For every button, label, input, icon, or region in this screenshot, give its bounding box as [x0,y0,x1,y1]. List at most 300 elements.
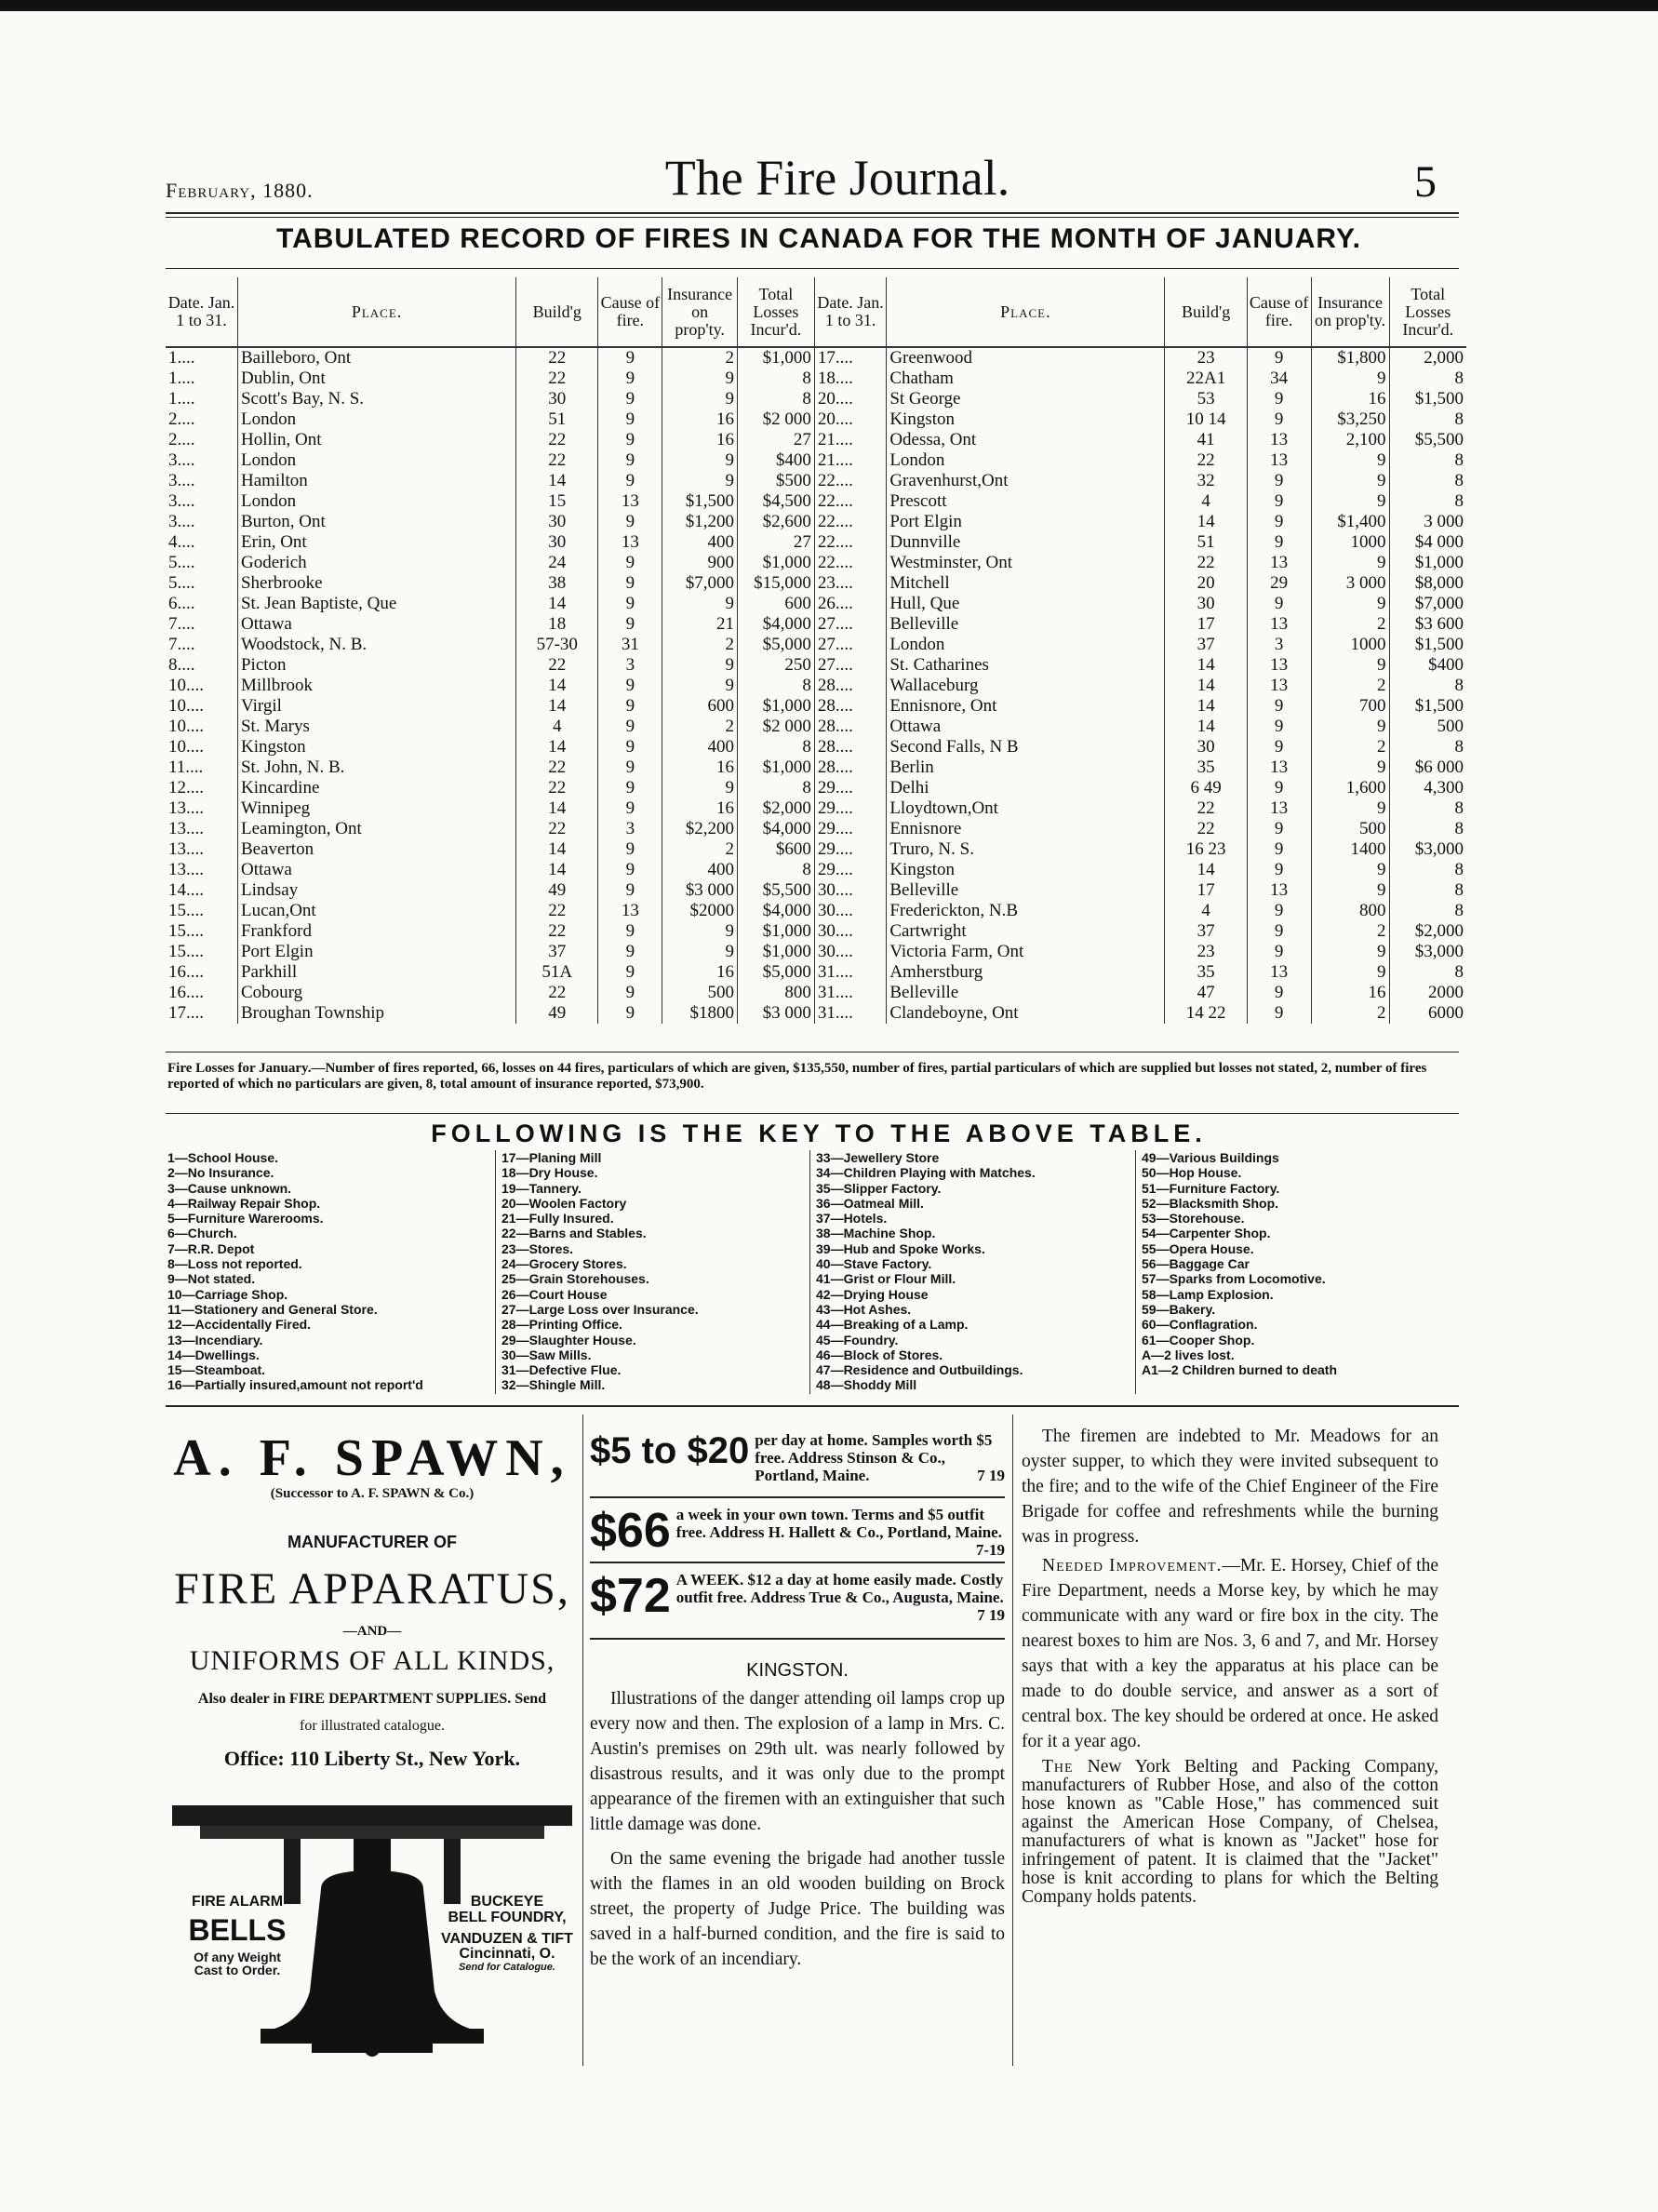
col-cause: Cause of fire. [1247,277,1311,347]
kingston-paragraph: On the same evening the brigade had another tussle with the flames in an old wooden building on Brock street, the property of Judge Price. The building was saved in a half-burned condition, and the fire is said to be the work of an incendiary. [590,1849,1005,1969]
col-buildings: Build'g [516,277,598,347]
losses-cell: $1,000 [737,942,814,962]
key-entry: 19—Tannery. [501,1180,582,1196]
cause-cell: 9 [598,942,662,962]
date-cell: 5.... [166,573,237,594]
place-cell: London [237,409,515,430]
place-cell: Hull, Que [887,594,1165,614]
place-cell: Odessa, Ont [887,430,1165,450]
key-entry: 2—No Insurance. [167,1165,274,1181]
place-cell: Lloydtown,Ont [887,798,1165,819]
table-title: TABULATED RECORD OF FIRES IN CANADA FOR THE MONTH OF JANUARY. [276,223,1361,254]
losses-cell: 500 [1437,717,1464,736]
insurance-cell: 9 [662,676,738,696]
key-entry: 6—Church. [167,1226,237,1241]
table-row [166,532,1466,553]
insurance-cell: $1800 [662,1003,738,1024]
insurance-cell: 2 [662,635,738,655]
insurance-cell: 2 [1311,921,1389,942]
date-cell: 8.... [166,655,237,676]
buildings-cell: 14 [1165,512,1247,532]
date-cell: 12.... [166,778,237,798]
place-cell: Scott's Bay, N. S. [237,389,515,409]
cause-cell: 9 [1247,471,1311,491]
place-cell: Gravenhurst,Ont [887,471,1165,491]
key-entry: 10—Carriage Shop. [167,1286,288,1302]
place-cell: Ottawa [887,717,1165,737]
table-row [166,696,1466,717]
key-entry: 57—Sparks from Locomotive. [1142,1271,1326,1287]
insurance-cell: 9 [662,594,738,614]
buildings-cell: 6 49 [1165,778,1247,798]
key-entry: 35—Slipper Factory. [816,1180,942,1196]
buildings-cell: 47 [1165,983,1247,1003]
insurance-cell: 9 [1311,553,1389,573]
date-cell: 22.... [814,553,886,573]
cause-cell: 13 [1247,676,1311,696]
insurance-cell: 9 [1311,717,1389,737]
key-entry: 12—Accidentally Fired. [167,1317,312,1333]
losses-cell: 2,000 [1424,348,1464,368]
cause-cell: 9 [598,471,662,491]
key-entry: 26—Court House [501,1286,608,1302]
insurance-cell: 9 [662,450,738,471]
key-entry: 30—Saw Mills. [501,1347,592,1362]
losses-cell: 8 [1454,860,1464,879]
key-entry: 51—Furniture Factory. [1142,1180,1280,1196]
losses-cell: 800 [737,983,814,1003]
buildings-cell: 22 [1165,819,1247,839]
date-cell: 22.... [814,491,886,512]
table-row [166,491,1466,512]
journal-title: The Fire Journal. [664,150,1010,206]
date-cell: 30.... [814,942,886,962]
insurance-cell: $2000 [662,901,738,921]
cause-cell: 13 [1247,962,1311,983]
place-cell: Truro, N. S. [887,839,1165,860]
key-entry: 55—Opera House. [1142,1240,1254,1256]
buildings-cell: 37 [1165,635,1247,655]
buildings-cell: 17 [1165,614,1247,635]
date-cell: 15.... [166,901,237,921]
buildings-cell: 14 [516,696,598,717]
date-cell: 29.... [814,819,886,839]
key-entry: 9—Not stated. [167,1271,256,1287]
place-cell: Wallaceburg [887,676,1165,696]
buildings-cell: 14 [516,676,598,696]
date-cell: 1.... [166,389,237,409]
insurance-cell: 9 [662,921,738,942]
buildings-cell: 17 [1165,880,1247,901]
key-entry: 13—Incendiary. [167,1332,263,1347]
place-cell: Mitchell [887,573,1165,594]
insurance-cell: 16 [662,430,738,450]
place-cell: Parkhill [237,962,515,983]
cause-cell: 9 [598,430,662,450]
buildings-cell: 20 [1165,573,1247,594]
insurance-cell: 9 [662,655,738,676]
buildings-cell: 22 [1165,798,1247,819]
key-column-3 [809,1150,1132,1394]
key-entry: 54—Carpenter Shop. [1142,1226,1271,1241]
insurance-cell: 2 [1311,676,1389,696]
losses-cell: 4,300 [1424,778,1464,798]
table-row [166,614,1466,635]
table-row [166,553,1466,573]
insurance-cell: 400 [662,860,738,880]
buildings-cell: 14 [516,594,598,614]
date-cell: 27.... [814,614,886,635]
insurance-cell: 9 [662,369,738,389]
buildings-cell: 14 [1165,655,1247,676]
bell-ad-line: Of any Weight [194,1950,281,1964]
date-cell: 28.... [814,757,886,778]
insurance-cell: $1,400 [1311,512,1389,532]
date-cell: 7.... [166,614,237,635]
losses-cell: $2,000 [737,798,814,819]
date-cell: 10.... [166,737,237,757]
insurance-cell: 16 [662,798,738,819]
date-cell: 30.... [814,921,886,942]
insurance-cell: 600 [662,696,738,717]
insurance-cell: $3,250 [1311,409,1389,430]
place-cell: Leamington, Ont [237,819,515,839]
losses-cell: $1,000 [1414,553,1464,572]
date-cell: 1.... [166,369,237,389]
key-entry: 45—Foundry. [816,1332,899,1347]
place-cell: Berlin [887,757,1165,778]
cause-cell: 9 [598,573,662,594]
key-entry: 37—Hotels. [816,1211,888,1227]
date-cell: 17.... [166,1003,237,1024]
date-cell: 3.... [166,491,237,512]
buildings-cell: 4 [516,717,598,737]
key-entry: 27—Large Loss over Insurance. [501,1301,699,1317]
losses-cell: 8 [1454,880,1464,900]
table-row [166,798,1466,819]
date-cell: 22.... [814,532,886,553]
key-entry: 59—Bakery. [1142,1301,1216,1317]
losses-cell: $1,500 [1414,635,1464,654]
article-lead: The [1042,1757,1074,1776]
date-cell: 13.... [166,819,237,839]
key-entry: 4—Railway Repair Shop. [167,1195,321,1211]
cause-cell: 9 [598,983,662,1003]
key-entry: 58—Lamp Explosion. [1142,1286,1274,1302]
place-cell: Erin, Ont [237,532,515,553]
losses-cell: 6000 [1428,1003,1464,1023]
cause-cell: 9 [1247,921,1311,942]
losses-cell: $6 000 [1414,757,1464,777]
bell-ad-line: Send for Catalogue. [459,1962,555,1974]
table-row [166,1003,1466,1024]
insurance-cell: 700 [1311,696,1389,717]
spawn-manufacturer-label: MANUFACTURER OF [287,1533,457,1551]
buildings-cell: 30 [516,389,598,409]
insurance-cell: 1400 [1311,839,1389,860]
losses-cell: $1,000 [737,553,814,573]
insurance-cell: 9 [1311,798,1389,819]
insurance-cell: 16 [662,757,738,778]
header-rule-thin [166,217,1459,218]
date-cell: 30.... [814,880,886,901]
cause-cell: 9 [598,409,662,430]
buildings-cell: 4 [1165,901,1247,921]
spawn-uniforms: UNIFORMS OF ALL KINDS, [189,1645,555,1676]
cause-cell: 13 [1247,614,1311,635]
losses-cell: 8 [1454,409,1464,429]
losses-cell: $4,000 [737,901,814,921]
cause-cell: 9 [1247,819,1311,839]
cause-cell: 9 [598,798,662,819]
insurance-cell: 800 [1311,901,1389,921]
place-cell: Belleville [887,983,1165,1003]
key-entry: 3—Cause unknown. [167,1180,292,1196]
cause-cell: 3 [598,819,662,839]
col-insurance: Insurance on prop'ty. [1311,277,1389,347]
table-row [166,983,1466,1003]
place-cell: Greenwood [887,347,1165,369]
losses-cell: $2 000 [737,717,814,737]
article-lead: Needed Improvement. [1042,1556,1223,1575]
key-entry: A1—2 Children burned to death [1142,1362,1338,1378]
insurance-cell: $1,500 [662,491,738,512]
place-cell: Kincardine [237,778,515,798]
losses-cell: 8 [737,778,814,798]
key-entry: 1—School House. [167,1150,279,1165]
date-cell: 30.... [814,901,886,921]
cause-cell: 9 [598,696,662,717]
insurance-cell: 1,600 [1311,778,1389,798]
key-entry: 33—Jewellery Store [816,1150,940,1165]
cause-cell: 9 [1247,1003,1311,1024]
losses-cell: $4,000 [737,614,814,635]
buildings-cell: 15 [516,491,598,512]
place-cell: Ottawa [237,860,515,880]
date-cell: 1.... [166,347,237,369]
buildings-cell: 30 [1165,737,1247,757]
cause-cell: 9 [598,757,662,778]
insurance-cell: 3 000 [1311,573,1389,594]
place-cell: Dublin, Ont [237,369,515,389]
buildings-cell: 37 [516,942,598,962]
key-entry: 61—Cooper Shop. [1142,1332,1255,1347]
cause-cell: 9 [1247,532,1311,553]
cause-cell: 9 [1247,983,1311,1003]
date-cell: 11.... [166,757,237,778]
date-cell: 31.... [814,983,886,1003]
insurance-cell: 9 [1311,757,1389,778]
place-cell: London [237,450,515,471]
buildings-cell: 14 [516,737,598,757]
insurance-cell: 9 [1311,860,1389,880]
table-row [166,778,1466,798]
date-cell: 29.... [814,860,886,880]
losses-cell: 27 [737,532,814,553]
key-entry: 5—Furniture Warerooms. [167,1211,324,1227]
insurance-cell: $3 000 [662,880,738,901]
table-row [166,839,1466,860]
column-divider [1012,1414,1013,2066]
insurance-cell: 900 [662,553,738,573]
buildings-cell: 51A [516,962,598,983]
losses-cell: 3 000 [1424,512,1464,531]
ad-code: 7-19 [975,1541,1005,1559]
key-entry: 50—Hop House. [1142,1165,1242,1181]
cause-cell: 9 [598,614,662,635]
cause-cell: 13 [1247,757,1311,778]
ad-earnings-text: per day at home. Samples worth $5 free. Address Stinson & Co., Portland, Maine. [755,1431,993,1484]
place-cell: St. Catharines [887,655,1165,676]
buildings-cell: 14 [1165,696,1247,717]
losses-cell: 8 [1454,798,1464,818]
buildings-cell: 22 [516,901,598,921]
losses-cell: $3,000 [1414,839,1464,859]
key-entry: 21—Fully Insured. [501,1211,614,1227]
insurance-cell: 2 [662,717,738,737]
losses-cell: $5,000 [737,635,814,655]
cause-cell: 9 [598,553,662,573]
ad-week-amount: $72 [590,1569,671,1623]
key-entry: 41—Grist or Flour Mill. [816,1271,956,1287]
table-row [166,471,1466,491]
date-cell: 4.... [166,532,237,553]
date-cell: 10.... [166,696,237,717]
buildings-cell: 22 [516,347,598,369]
spawn-catalogue: for illustrated catalogue. [300,1718,445,1734]
losses-cell: $2,000 [1414,921,1464,941]
losses-cell: 250 [737,655,814,676]
key-column-4 [1135,1150,1463,1394]
insurance-cell: 2 [1311,614,1389,635]
cause-cell: 13 [1247,450,1311,471]
insurance-cell: 9 [1311,594,1389,614]
place-cell: Winnipeg [237,798,515,819]
cause-cell: 9 [1247,347,1311,369]
cause-cell: 9 [1247,901,1311,921]
insurance-cell: 9 [662,471,738,491]
cause-cell: 9 [1247,942,1311,962]
key-entry: 60—Conflagration. [1142,1317,1258,1333]
losses-cell: 8 [737,676,814,696]
bell-ad-line: BELLS [188,1913,287,1947]
table-row [166,717,1466,737]
key-entry: 16—Partially insured,amount not report'd [167,1377,423,1393]
cause-cell: 9 [598,676,662,696]
cause-cell: 9 [598,921,662,942]
losses-cell: 8 [737,860,814,880]
cause-cell: 9 [598,369,662,389]
buildings-cell: 22 [1165,450,1247,471]
buildings-cell: 53 [1165,389,1247,409]
losses-cell: 8 [1454,901,1464,920]
cause-cell: 9 [1247,737,1311,757]
place-cell: St. Jean Baptiste, Que [237,594,515,614]
losses-cell: $3 600 [1414,614,1464,634]
insurance-cell: 16 [662,409,738,430]
place-cell: Kingston [887,409,1165,430]
table-row [166,450,1466,471]
insurance-cell: 9 [662,389,738,409]
place-cell: Picton [237,655,515,676]
insurance-cell: 9 [1311,655,1389,676]
insurance-cell: 16 [1311,389,1389,409]
buildings-cell: 24 [516,553,598,573]
lower-section-rule [166,1405,1459,1407]
date-cell: 3.... [166,450,237,471]
key-entry: 20—Woolen Factory [501,1195,627,1211]
date-cell: 10.... [166,717,237,737]
page-top-edge [0,0,1658,11]
place-cell: Port Elgin [887,512,1165,532]
buildings-cell: 37 [1165,921,1247,942]
bell-ad-left [172,1895,302,1977]
table-row [166,962,1466,983]
place-cell: Beaverton [237,839,515,860]
insurance-cell: 2 [1311,1003,1389,1024]
insurance-cell: 9 [1311,962,1389,983]
key-entry: 18—Dry House. [501,1165,598,1181]
losses-cell: $5,500 [1414,430,1464,449]
cause-cell: 13 [598,901,662,921]
key-entry: 38—Machine Shop. [816,1226,936,1241]
losses-cell: $1,000 [737,347,814,369]
losses-cell: $1,000 [737,696,814,717]
buildings-cell: 14 [516,860,598,880]
losses-cell: $1,500 [1414,696,1464,716]
date-cell: 3.... [166,512,237,532]
key-entry: 34—Children Playing with Matches. [816,1165,1036,1181]
table-row [166,409,1466,430]
key-entry: 56—Baggage Car [1142,1256,1250,1272]
col-losses: Total Losses Incur'd. [1389,277,1466,347]
place-cell: Amherstburg [887,962,1165,983]
buildings-cell: 14 [516,471,598,491]
key-entry: 47—Residence and Outbuildings. [816,1362,1023,1378]
cause-cell: 13 [598,491,662,512]
place-cell: Prescott [887,491,1165,512]
bell-ad-right [437,1895,577,1974]
place-cell: Port Elgin [237,942,515,962]
insurance-cell: 9 [1311,471,1389,491]
place-cell: Westminster, Ont [887,553,1165,573]
losses-cell: 8 [737,369,814,389]
key-title: FOLLOWING IS THE KEY TO THE ABOVE TABLE. [431,1119,1207,1147]
ad-divider [590,1562,1005,1563]
header-rule [166,212,1459,214]
ad-divider [590,1638,1005,1640]
key-entry: 25—Grain Storehouses. [501,1271,649,1287]
place-cell: Lindsay [237,880,515,901]
bell-ad-line: FIRE ALARM [191,1894,284,1910]
kingston-article [590,1686,1005,1972]
losses-cell: 8 [737,737,814,757]
place-cell: Bailleboro, Ont [237,347,515,369]
table-top-rule [166,268,1459,269]
date-cell: 20.... [814,389,886,409]
date-cell: 17.... [814,347,886,369]
date-cell: 13.... [166,839,237,860]
buildings-cell: 22 [516,778,598,798]
place-cell: Ennisnore, Ont [887,696,1165,717]
key-entry: 28—Printing Office. [501,1317,622,1333]
losses-cell: $1,000 [737,921,814,942]
cause-cell: 9 [598,717,662,737]
buildings-cell: 51 [516,409,598,430]
ad-code: 7 19 [977,1467,1005,1484]
place-cell: Ennisnore [887,819,1165,839]
page-number: 5 [1414,157,1437,207]
